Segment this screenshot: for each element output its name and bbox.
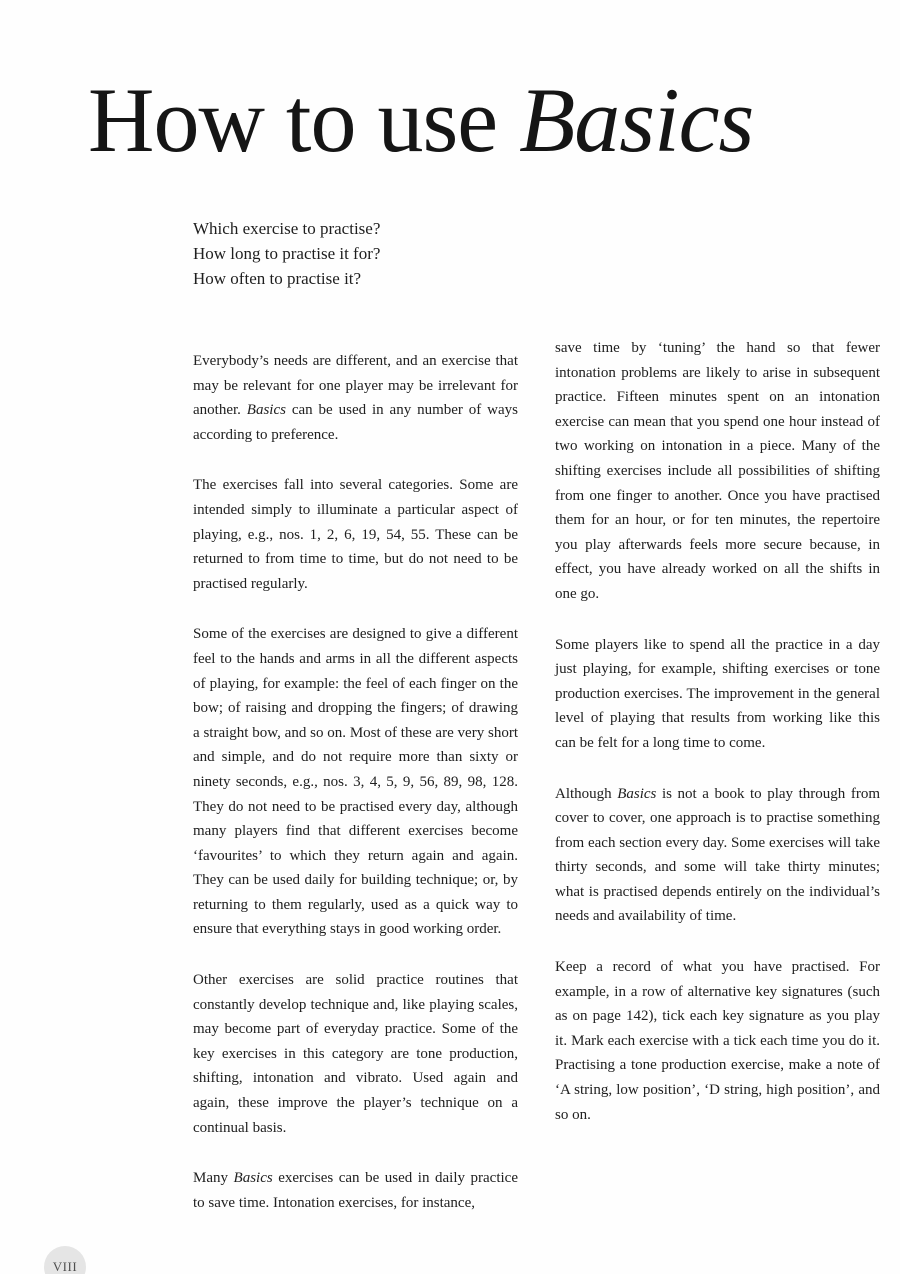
- paragraph: Many Basics exercises can be used in daily practice to save time. Intonation exercises, for instance,: [193, 1170, 518, 1211]
- paragraph: Keep a record of what you have practised. For example, in a row of alternative key signatures (such as on page 142), tick each key signature as you play it. Mark each exercise with a tick each time you do it. Practising a tone production exercise, make a note of ‘A string, low position’, ‘D string, high position’, and so on.: [555, 959, 880, 1123]
- question-line: Which exercise to practise?: [193, 219, 381, 238]
- page-title: [88, 69, 754, 171]
- paragraph: The exercises fall into several categories. Some are intended simply to illuminate a particular aspect of playing, e.g., nos. 1, 2, 6, 19, 54, 55. These can be returned to from time to time, but do not need to be practised regularly.: [193, 477, 518, 592]
- paragraph: Everybody’s needs are different, and an exercise that may be relevant for one player may be irrelevant for another. Basics can be used in any number of ways according to preference.: [193, 353, 519, 443]
- paragraph: Some players like to spend all the practice in a day just playing, for example, shifting exercises or tone production exercises. The improvement in the general level of playing that results from working like this can be felt for a long time to come.: [555, 636, 880, 751]
- question-line: How long to practise it for?: [193, 244, 381, 263]
- question-line: How often to practise it?: [193, 269, 362, 288]
- text-columns: [193, 336, 880, 1215]
- paragraph: Some of the exercises are designed to give a different feel to the hands and arms in all the different aspects of playing, for example: the feel of each finger on the bow; of raising and dropping the fingers; of drawing a straight bow, and so on. Most of these are very short and simple, and do not require more than sixty or ninety seconds, e.g., nos. 3, 4, 5, 9, 56, 89, 98, 128. They do not need to be practised every day, although many players find that different exercises become ‘favourites’ to which they return again and again. They can be used daily for building technique; or, by returning to them regularly, used as a quick way to ensure that everything stays in good working order.: [193, 626, 518, 938]
- question-list: [193, 216, 380, 291]
- paragraph: Although Basics is not a book to play through from cover to cover, one approach is to practise something from each section every day. Some exercises will take thirty seconds, and some will take thirty minutes; what is practised depends entirely on the individual’s needs and availability of time.: [555, 785, 880, 925]
- title-text: How to use: [88, 69, 520, 171]
- title-book-name: Basics: [519, 69, 754, 171]
- right-column: [555, 336, 880, 1215]
- left-column: [193, 336, 518, 1215]
- page-number: VIII: [52, 1259, 78, 1274]
- paragraph: save time by ‘tuning’ the hand so that fewer intonation problems are likely to arise in subsequent practice. Fifteen minutes spent on an intonation exercise can mean that you spend one hour instead of two working on intonation in a piece. Many of the shifting exercises include all possibilities of shifting from one finger to another. Once you have practised them for an hour, or for ten minutes, the repertoire you play afterwards feels more secure because, in effect, you have already worked on all the shifts in one go.: [555, 340, 880, 602]
- page-number-badge: [44, 1246, 86, 1274]
- paragraph: Other exercises are solid practice routines that constantly develop technique and, like playing scales, may become part of everyday practice. Some of the key exercises in this category are tone production, shifting, intonation and vibrato. Used again and again, these improve the player’s technique on a continual basis.: [193, 972, 518, 1136]
